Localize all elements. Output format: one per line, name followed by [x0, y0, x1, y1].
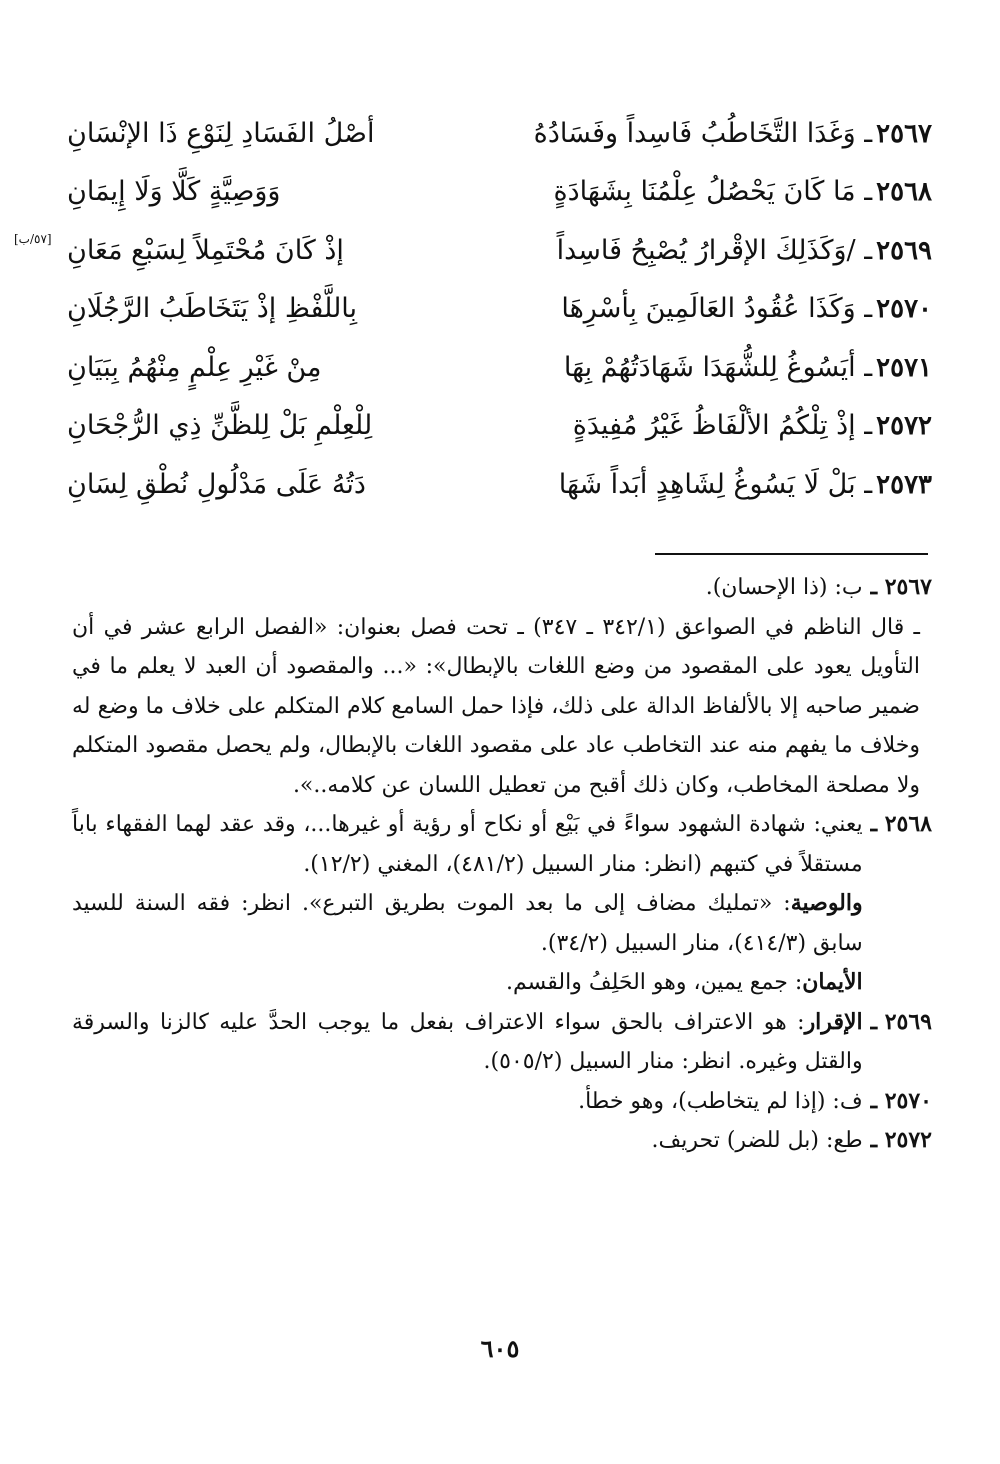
footnote-2570 [72, 1082, 932, 1122]
footnotes [72, 568, 932, 1161]
footnote-body [72, 568, 863, 608]
hemistich-text: ـ أيَسُوغُ لِلشُّهَدَا شَهَادَتُهُمْ بِهَا [563, 351, 873, 383]
second-hemistich: لِلْعِلْمِ بَلْ لِلظَّنِّ ذِي الرُّجْحَانِ [67, 410, 373, 442]
footnote-2572 [72, 1121, 932, 1161]
footnote-number: ٢٥٧٢ ـ [870, 1127, 932, 1153]
second-hemistich: بِاللَّفْظِ إذْ يَتَخَاطَبُ الرَّجُلَانِ [67, 293, 358, 325]
first-hemistich [502, 176, 932, 208]
manuscript-folio-marker: [٥٧/ب] [14, 232, 52, 246]
term-label: الأيمان [802, 969, 863, 995]
verse-line [67, 455, 932, 514]
hemistich-text: ـ وَغَدَا التَّخَاطُبُ فَاسِداً وفَسَادُهُ [533, 117, 873, 149]
second-hemistich: إذْ كَانَ مُحْتَمِلاً لِسَبْعِ مَعَانِ [67, 234, 344, 266]
first-hemistich [502, 234, 932, 266]
footnote-text: يعني: شهادة الشهود سواءً في بَيْع أو نكاح أو رؤية أو غيرها...، وقد عقد لهما الفقهاء باباً مستقلاً في كتبهم (انظر: منار السبيل (٤٨١/٢)، المغني (١٢/٢). [72, 812, 863, 877]
verse-line [14, 221, 932, 280]
footnote-body [72, 1121, 863, 1161]
footnote-2568 [72, 805, 932, 1003]
first-hemistich [502, 468, 932, 500]
term-definition: : هو الاعتراف بالحق سواء الاعتراف بفعل ما يوجب الحدَّ عليه كالزنا والسرقة والقتل وغيره. انظر: منار السبيل (٥٠٥/٢). [72, 1009, 863, 1074]
footnote-subentry [72, 963, 863, 1003]
verse-line [67, 104, 932, 163]
footnote-text [72, 1003, 863, 1082]
footnote-body [72, 1003, 863, 1082]
footnote-number: ٢٥٦٧ ـ [870, 574, 932, 600]
term-definition: : «تمليك مضاف إلى ما بعد الموت بطريق التبرع». انظر: فقه السنة للسيد سابق (٤١٤/٣)، منار السبيل (٣٤/٢). [72, 891, 863, 956]
second-hemistich: وَوَصِيَّةٍ كَلَّا وَلَا إِيمَانِ [67, 176, 281, 208]
hemistich-text: ـ بَلْ لَا يَسُوغُ لِشَاهِدٍ أبَداً شَهَا [558, 468, 873, 500]
footnote-2567 [72, 568, 932, 608]
verse-number: ٢٥٧٠ [876, 294, 932, 325]
hemistich-text: ـ /وَكَذَلِكَ الإقْرارُ يُصْبِحُ فَاسِداً [556, 234, 873, 266]
footnote-number: ٢٥٧٠ ـ [870, 1087, 932, 1114]
first-hemistich [502, 293, 932, 325]
first-hemistich [502, 351, 932, 383]
verse-line [67, 280, 932, 339]
page-number: ٦٠٥ [480, 1334, 520, 1363]
first-hemistich [502, 117, 932, 149]
hemistich-text: ـ وَكَذَا عُقُودُ العَالَمِينَ بِأسْرِهَا [561, 293, 873, 325]
second-hemistich: مِنْ غَيْرِ عِلْمٍ مِنْهُمُ بِبَيَانِ [67, 351, 322, 383]
verse-number: ٢٥٦٧ [876, 118, 932, 149]
footnote-2569 [72, 1003, 932, 1082]
footnote-body [72, 805, 863, 1003]
verse-line [67, 397, 932, 456]
footnote-quote-paragraph: ـ قال الناظم في الصواعق (٣٤٢/١ ـ ٣٤٧) ـ تحت فصل بعنوان: «الفصل الرابع عشر في أن التأويل يعود على المقصود من وضع اللغات بالإبطال»: «... والمقصود أن العبد لا يعلم ما في ضمير صاحبه إلا بالألفاظ الدالة على ذلك، فإذا حمل السامع كلام المتكلم على خلاف ما وضع له وخلاف ما يفهم منه عند التخاطب عاد على مقصود اللغات بالإبطال، ولم يحصل مقصود المتكلم ولا مصلحة المخاطب، وكان ذلك أقبح من تعطيل اللسان عن كلامه..». [72, 614, 920, 798]
term-label: الإقرار [804, 1008, 863, 1035]
verse-number: ٢٥٧٢ [876, 411, 932, 442]
hemistich-text: ـ إذْ تِلْكُمُ الألْفَاظُ غَيْرُ مُفِيدَةٍ [572, 410, 873, 442]
second-hemistich: دَتُهُ عَلَى مَدْلُولِ نُطْقِ لِسَانِ [67, 468, 366, 500]
hemistich-text: ـ مَا كَانَ يَحْصُلُ عِلْمُنَا بِشَهَادَةٍ [553, 176, 873, 208]
verse-number: ٢٥٦٩ [876, 235, 932, 266]
footnote-text: طع: (بل للضر) تحريف. [651, 1128, 863, 1153]
verse-number: ٢٥٧١ [876, 352, 932, 383]
footnote-separator [655, 553, 928, 555]
footnote-subentry [72, 884, 863, 963]
footnote-text: ف: (إذا لم يتخاطب)، وهو خطأ. [578, 1088, 863, 1114]
verse-line [67, 338, 932, 397]
verse-number: ٢٥٦٨ [876, 177, 932, 208]
term-definition: : جمع يمين، وهو الحَلِفُ والقسم. [506, 970, 803, 995]
verse-number: ٢٥٧٣ [876, 469, 932, 500]
footnote-text: ب: (ذا الإحسان). [705, 575, 863, 600]
first-hemistich [502, 410, 932, 442]
footnote-body [72, 1082, 863, 1122]
poem-verses [14, 104, 932, 514]
second-hemistich: أصْلُ الفَسَادِ لِنَوْعِ ذَا الإنْسَانِ [67, 117, 375, 149]
footnote-number: ٢٥٦٨ ـ [870, 811, 932, 837]
term-label: والوصية [790, 890, 863, 916]
footnote-number: ٢٥٦٩ ـ [870, 1008, 932, 1035]
verse-line [67, 163, 932, 222]
